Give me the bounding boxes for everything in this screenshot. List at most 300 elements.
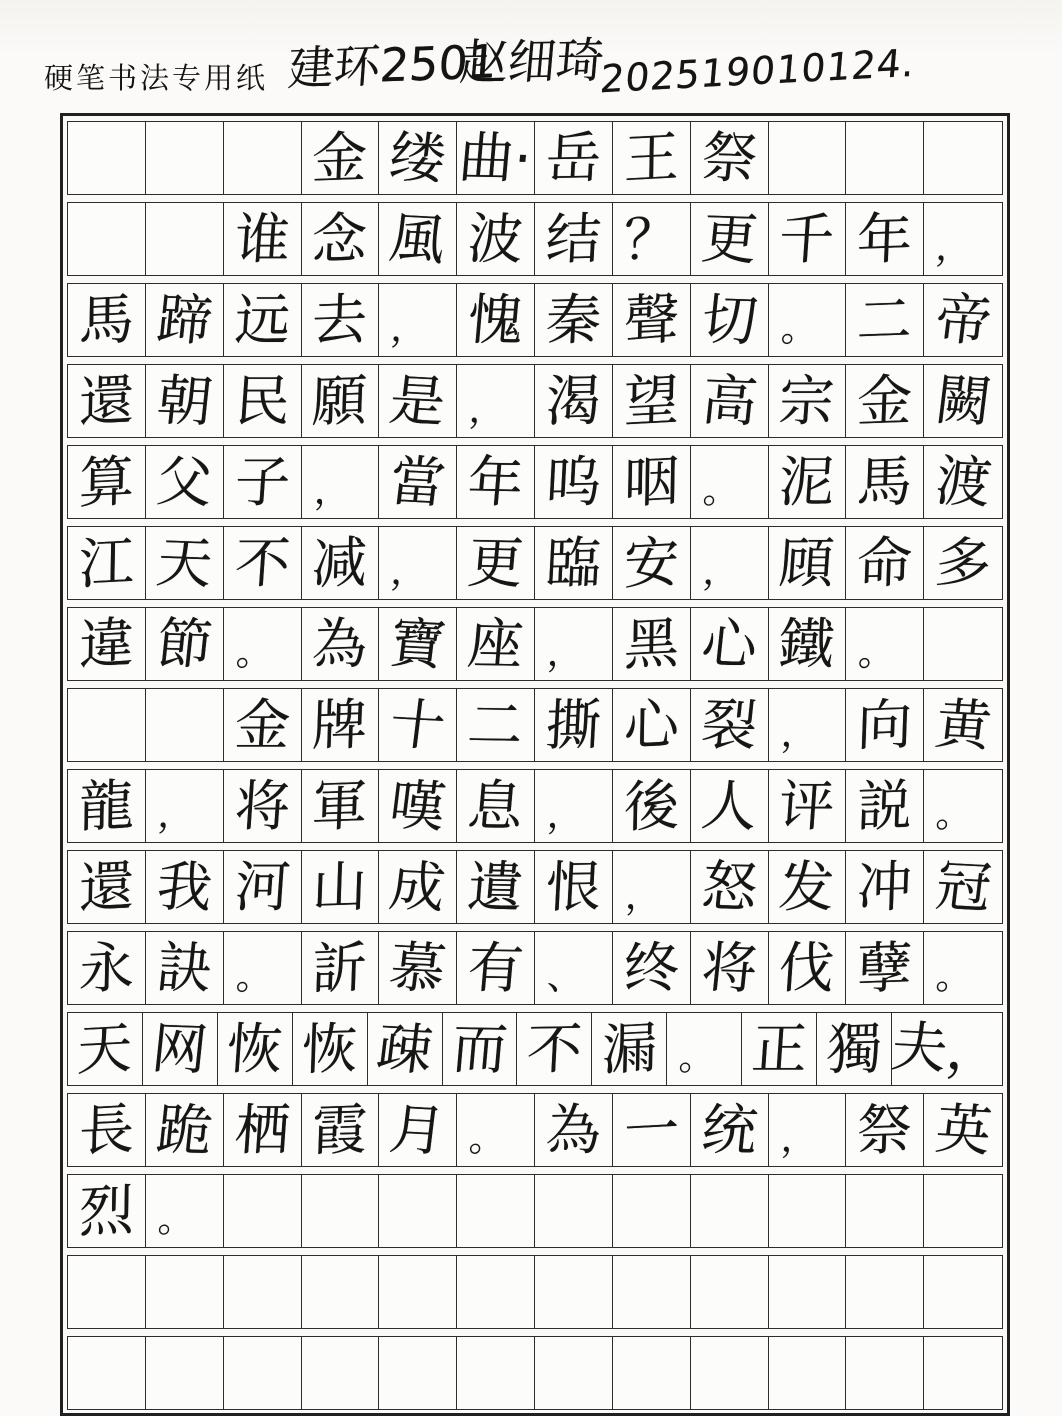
grid-cell [691,365,769,437]
grid-cell [613,608,691,680]
grid-cell [143,1013,218,1085]
grid-cell [379,770,457,842]
grid-cell [457,1094,535,1166]
grid-row [67,526,1003,600]
handwritten-character: 是 [386,367,450,434]
grid-cell [691,689,769,761]
grid-cell [302,1094,380,1166]
grid-cell [302,608,380,680]
handwritten-character: 撕 [544,691,603,758]
grid-cell [293,1013,368,1085]
handwritten-character: 不 [232,530,292,595]
grid-cell [846,203,924,275]
grid-cell [535,1175,613,1247]
grid-cell [613,689,691,761]
grid-cell [691,1337,769,1409]
handwritten-character: 後 [623,771,680,840]
grid-row [67,850,1003,924]
handwritten-character: 年 [856,205,914,272]
student-id-handwritten: 202519010124. [598,40,917,102]
handwritten-character: 霞 [311,1096,369,1163]
grid-cell [379,122,457,194]
grid-cell [302,932,380,1004]
grid-cell [846,1256,924,1328]
grid-cell [224,284,302,356]
grid-cell [769,1256,847,1328]
grid-cell [924,851,1002,923]
grid-cell [924,932,1002,1004]
handwritten-character: 秦 [544,286,603,353]
grid-cell [68,770,146,842]
handwritten-character: 父 [153,448,216,515]
handwritten-character: 渴 [544,367,603,434]
handwritten-character: 命 [856,529,914,596]
handwritten-character: 恢 [225,1016,285,1081]
handwritten-character: 有 [465,935,526,1000]
handwritten-character: 夫， [888,1013,1006,1084]
grid-cell [379,284,457,356]
grid-cell [68,527,146,599]
handwritten-character: 獨 [825,1015,883,1082]
grid-row [67,1012,1006,1086]
handwritten-character: 還 [78,366,135,435]
grid-cell [457,770,535,842]
grid-cell [924,1175,1002,1247]
grid-cell [68,446,146,518]
handwritten-character: 天 [153,529,216,596]
grid-cell [379,1175,457,1247]
handwritten-character: 裂 [698,691,760,758]
grid-cell [457,446,535,518]
grid-cell [613,122,691,194]
grid-cell [691,851,769,923]
grid-cell [924,1256,1002,1328]
handwritten-character: 念 [311,205,369,272]
grid-cell [846,851,924,923]
grid-cell [224,1337,302,1409]
grid-cell [769,1175,847,1247]
grid-row [67,931,1003,1005]
grid-row [67,769,1003,843]
student-name-handwritten: 赵细琦 [457,32,607,92]
grid-row [67,121,1003,195]
handwritten-character: 英 [931,1096,995,1163]
handwritten-punctuation: ， [467,389,508,432]
grid-cell [379,1337,457,1409]
grid-cell [535,608,613,680]
grid-cell [146,689,224,761]
handwritten-character: 跪 [153,1096,216,1163]
handwritten-character: 十 [386,691,450,758]
grid-cell [457,1256,535,1328]
handwritten-character: 将 [698,934,760,1001]
grid-cell [224,1175,302,1247]
handwritten-character: 泥 [777,449,837,514]
grid-cell [691,1175,769,1247]
grid-cell [535,203,613,275]
grid-cell [535,122,613,194]
grid-cell [68,1013,143,1085]
grid-cell [457,284,535,356]
handwritten-character: 呜 [544,448,603,515]
grid-cell [146,446,224,518]
grid-cell [379,365,457,437]
grid-row [67,607,1003,681]
grid-cell [224,122,302,194]
grid-cell [146,770,224,842]
grid-cell [146,1256,224,1328]
handwritten-character: 金 [311,124,369,191]
grid-cell [457,1175,535,1247]
handwritten-character: 安 [623,528,680,597]
handwritten-character: 年 [465,449,526,514]
handwritten-character: 心 [698,610,760,677]
paper-type-label: 硬笔书法专用纸 [44,63,269,95]
grid-cell [535,851,613,923]
grid-row [67,364,1003,438]
handwritten-character: 天 [76,1014,133,1083]
grid-cell [667,1013,742,1085]
grid-cell [457,851,535,923]
handwritten-punctuation: 。 [156,1199,197,1242]
handwritten-character: 月 [386,1096,450,1163]
grid-cell [924,1337,1002,1409]
grid-cell [846,770,924,842]
grid-cell [379,608,457,680]
grid-cell [68,608,146,680]
grid-cell [613,1256,691,1328]
handwritten-character: 岳 [544,124,603,191]
handwritten-character: 子 [232,449,292,514]
grid-row [67,1093,1003,1167]
grid-cell [379,1256,457,1328]
handwritten-punctuation: 。 [234,957,274,998]
grid-cell [146,1094,224,1166]
grid-cell [769,689,847,761]
handwritten-punctuation: ， [700,551,742,594]
grid-cell [457,365,535,437]
handwritten-character: 願 [311,367,369,434]
handwritten-character: 渡 [931,448,995,515]
grid-cell [769,446,847,518]
handwritten-character: 而 [449,1016,510,1081]
grid-cell [691,1094,769,1166]
handwritten-character: 算 [78,447,135,516]
grid-cell [613,284,691,356]
grid-cell [146,851,224,923]
grid-cell [457,122,535,194]
handwritten-punctuation: ， [779,714,819,755]
handwritten-character: 嘆 [386,772,450,839]
grid-cell [613,1337,691,1409]
grid-cell [846,1094,924,1166]
handwritten-character: 将 [232,773,292,838]
grid-cell [924,770,1002,842]
handwritten-character: 二 [856,286,914,353]
handwritten-character: 當 [386,448,450,515]
handwritten-character: 帝 [931,286,995,353]
handwritten-character: 曲· [456,124,535,191]
handwritten-punctuation: ， [624,874,662,918]
handwritten-character: 人 [698,772,760,839]
handwritten-character: 二 [465,692,526,757]
handwritten-character: 長 [78,1095,135,1164]
handwritten-character: 望 [623,366,680,435]
handwritten-character: 江 [78,528,135,597]
grid-cell [68,689,146,761]
handwritten-character: 正 [749,1016,809,1081]
handwritten-punctuation: 。 [467,1118,508,1161]
grid-row [67,688,1003,762]
grid-cell [457,527,535,599]
grid-cell [691,1256,769,1328]
handwritten-character: 民 [232,368,292,433]
handwritten-character: 去 [311,286,369,353]
grid-cell [146,122,224,194]
handwritten-character: 風 [386,205,450,272]
grid-cell [457,689,535,761]
handwritten-character: 恨 [544,853,603,920]
handwritten-punctuation: ， [389,308,431,352]
handwritten-character: 違 [78,609,135,678]
handwritten-character: 永 [78,933,135,1002]
grid-cell [691,770,769,842]
grid-cell [379,203,457,275]
handwritten-character: 向 [856,691,914,758]
grid-cell [846,122,924,194]
handwritten-character: 恢 [301,1015,359,1082]
handwritten-character: 聲 [623,285,680,354]
grid-cell [535,1337,613,1409]
handwritten-character: 説 [856,772,914,839]
grid-cell [224,608,302,680]
handwritten-character: 訣 [153,934,216,1001]
grid-cell [846,446,924,518]
handwritten-character: 漏 [601,1014,658,1083]
grid-cell [846,689,924,761]
handwritten-punctuation: ， [546,794,585,837]
grid-cell [68,1175,146,1247]
grid-cell [224,527,302,599]
handwritten-character: 疎 [373,1015,437,1082]
grid-cell [846,608,924,680]
handwritten-character: 馬 [78,285,135,354]
handwritten-punctuation: ， [779,1119,819,1160]
grid-cell [68,851,146,923]
grid-cell [924,446,1002,518]
class-name-handwritten: 建环2501 [286,34,499,96]
grid-cell [218,1013,293,1085]
grid-cell [379,932,457,1004]
grid-cell [924,689,1002,761]
grid-cell [769,1337,847,1409]
grid-cell [302,689,380,761]
handwritten-punctuation: 。 [234,633,274,674]
grid-cell [68,122,146,194]
grid-cell [224,851,302,923]
handwritten-character: 冲 [856,853,914,920]
grid-cell [924,122,1002,194]
handwritten-character: 河 [232,854,292,919]
handwritten-punctuation: 。 [779,309,819,350]
grid-cell [146,527,224,599]
handwritten-punctuation: ， [156,794,197,837]
grid-cell [457,203,535,275]
handwritten-character: 龍 [78,771,135,840]
handwritten-character: 王 [623,123,680,192]
handwritten-character: 還 [78,852,135,921]
grid-cell [846,932,924,1004]
handwritten-character: 金 [232,692,292,757]
grid-cell [769,851,847,923]
grid-cell [224,932,302,1004]
grid-cell [146,365,224,437]
handwritten-punctuation: 、 [546,956,585,999]
handwritten-character: 谁 [232,206,292,271]
handwritten-character: 座 [465,611,526,676]
grid-cell [613,932,691,1004]
grid-cell [68,1337,146,1409]
handwritten-character: 馬 [856,448,914,515]
handwritten-punctuation: ， [546,632,585,675]
handwritten-character: ？ [623,204,680,273]
grid-cell [924,1094,1002,1166]
grid-cell [443,1013,518,1085]
grid-cell [769,1094,847,1166]
handwritten-character: 為 [544,1096,603,1163]
handwritten-character: 结 [544,205,603,272]
grid-cell [846,1337,924,1409]
grid-cell [888,1013,1006,1085]
handwritten-punctuation: 。 [677,1037,718,1080]
handwritten-character: 更 [698,205,760,272]
grid-cell [924,608,1002,680]
handwritten-character: 軍 [311,772,369,839]
handwritten-character: 波 [465,206,526,271]
grid-cell [535,527,613,599]
grid-cell [302,1337,380,1409]
handwritten-punctuation: 。 [934,794,976,838]
handwritten-character: 朝 [153,367,216,434]
grid-cell [846,365,924,437]
grid-cell [846,527,924,599]
handwritten-character: 多 [931,529,995,596]
grid-row [67,1336,1003,1410]
handwritten-character: 远 [232,287,292,352]
grid-cell [224,689,302,761]
grid-cell [457,932,535,1004]
grid-cell [68,203,146,275]
grid-row [67,283,1003,357]
grid-cell [535,1094,613,1166]
grid-cell [769,203,847,275]
handwritten-character: 发 [777,854,837,919]
grid-cell [379,527,457,599]
handwritten-character: 黄 [931,691,995,758]
grid-cell [769,770,847,842]
grid-cell [613,1175,691,1247]
grid-cell [224,446,302,518]
handwritten-character: 不 [525,1015,584,1082]
grid-cell [224,1094,302,1166]
handwritten-character: 牌 [311,691,369,758]
grid-cell [68,1094,146,1166]
handwritten-character: 宗 [777,368,837,433]
grid-cell [769,284,847,356]
grid-cell [224,1256,302,1328]
grid-cell [146,284,224,356]
grid-cell [535,284,613,356]
grid-cell [592,1013,667,1085]
grid-cell [613,446,691,518]
handwritten-character: 烈 [78,1176,135,1245]
grid-cell [302,122,380,194]
grid-cell [302,365,380,437]
handwritten-character: 慕 [386,934,450,1001]
handwritten-character: 统 [698,1096,760,1163]
handwritten-character: 缕 [386,124,450,191]
handwritten-character: 成 [386,853,450,920]
grid-cell [924,203,1002,275]
grid-cell [769,122,847,194]
grid-cell [924,365,1002,437]
handwritten-character: 千 [777,206,837,271]
grid-cell [302,284,380,356]
handwritten-character: 祭 [856,1096,914,1163]
handwritten-punctuation: ， [389,551,431,595]
grid-cell [691,932,769,1004]
handwritten-character: 為 [311,610,369,677]
handwritten-character: 頋 [777,530,837,595]
handwritten-character: 高 [698,367,760,434]
grid-cell [769,932,847,1004]
grid-cell [146,608,224,680]
handwritten-character: 鐵 [777,611,837,676]
handwritten-punctuation: ， [312,470,351,513]
grid-cell [613,770,691,842]
grid-cell [302,851,380,923]
grid-cell [68,1256,146,1328]
handwritten-character: 遺 [465,854,526,919]
grid-cell [613,365,691,437]
grid-cell [535,446,613,518]
handwritten-character: 怒 [698,853,760,920]
handwritten-character: 冠 [931,853,995,920]
grid-cell [68,365,146,437]
handwritten-character: 终 [623,933,680,1002]
grid-cell [224,203,302,275]
grid-cell [924,527,1002,599]
grid-row [67,1174,1003,1248]
handwritten-character: 息 [465,773,526,838]
grid-cell [613,851,691,923]
grid-cell [379,689,457,761]
handwritten-character: 伐 [777,935,837,1000]
handwritten-character: 一 [623,1095,680,1164]
grid-cell [302,203,380,275]
grid-cell [146,1175,224,1247]
grid-cell [302,527,380,599]
grid-cell [613,1094,691,1166]
grid-row [67,202,1003,276]
writing-grid [60,113,1010,1416]
handwritten-character: 闕 [931,367,995,434]
grid-cell [691,446,769,518]
grid-cell [457,608,535,680]
handwritten-character: 评 [777,773,837,838]
handwritten-character: 臨 [544,529,603,596]
handwritten-character: 更 [465,530,526,595]
